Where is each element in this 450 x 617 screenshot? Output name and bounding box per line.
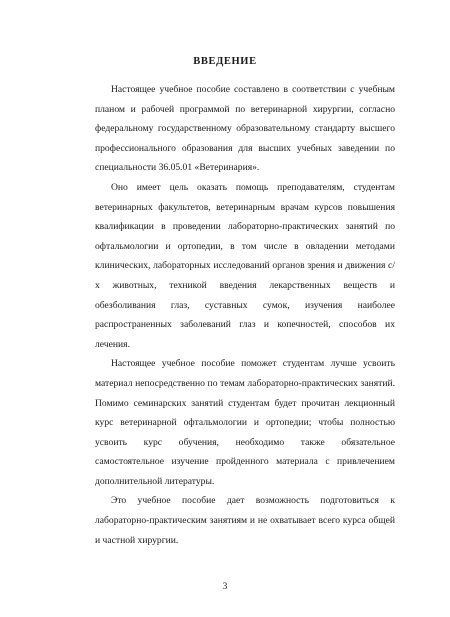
body-text [95,80,395,550]
page-title: ВВЕДЕНИЕ [193,56,257,67]
paragraph: Это учебное пособие дает возможность подготовиться к лабораторно-практическим занятиям и не охватывает всего курса общей и частной хирургии. [95,495,395,546]
page-number: 3 [222,582,228,592]
paragraph: Настоящее учебное пособие поможет студентам лучше усвоить материал непосредственно по темам лабораторно-практических занятий. Помимо семинарских занятий студентам будет прочитан лекционный курс ветеринарной офтальмологии и ортопедии; чтобы полностью усвоить курс обучения, необходимо также обязательное самостоятельное изучение пройденного материала с привлечением дополнительной литературы. [95,358,395,487]
paragraph: Настоящее учебное пособие составлено в соответствии с учебным планом и рабочей программой по ветеринарной хирургии, согласно федеральному государственному образовательному стандарту высшего профессионального образования для высших учебных заведении по специальности 36.05.01 «Ветеринария». [95,84,395,174]
paragraph: Оно имеет цель оказать помощь преподавателям, студентам ветеринарных факультетов, ветеринарным врачам курсов повышения квалификации в проведении лабораторно-практических занятий по офтальмологии и ортопедии, в том числе в овладении методами клинических, лабораторных исследований органов зрения и движения с/х животных, техникой введения лекарственных веществ и обезболивания глаз, суставных сумок, изучения наиболее распространенных заболеваний глаз и копечностей, способов их лечения. [95,181,395,350]
